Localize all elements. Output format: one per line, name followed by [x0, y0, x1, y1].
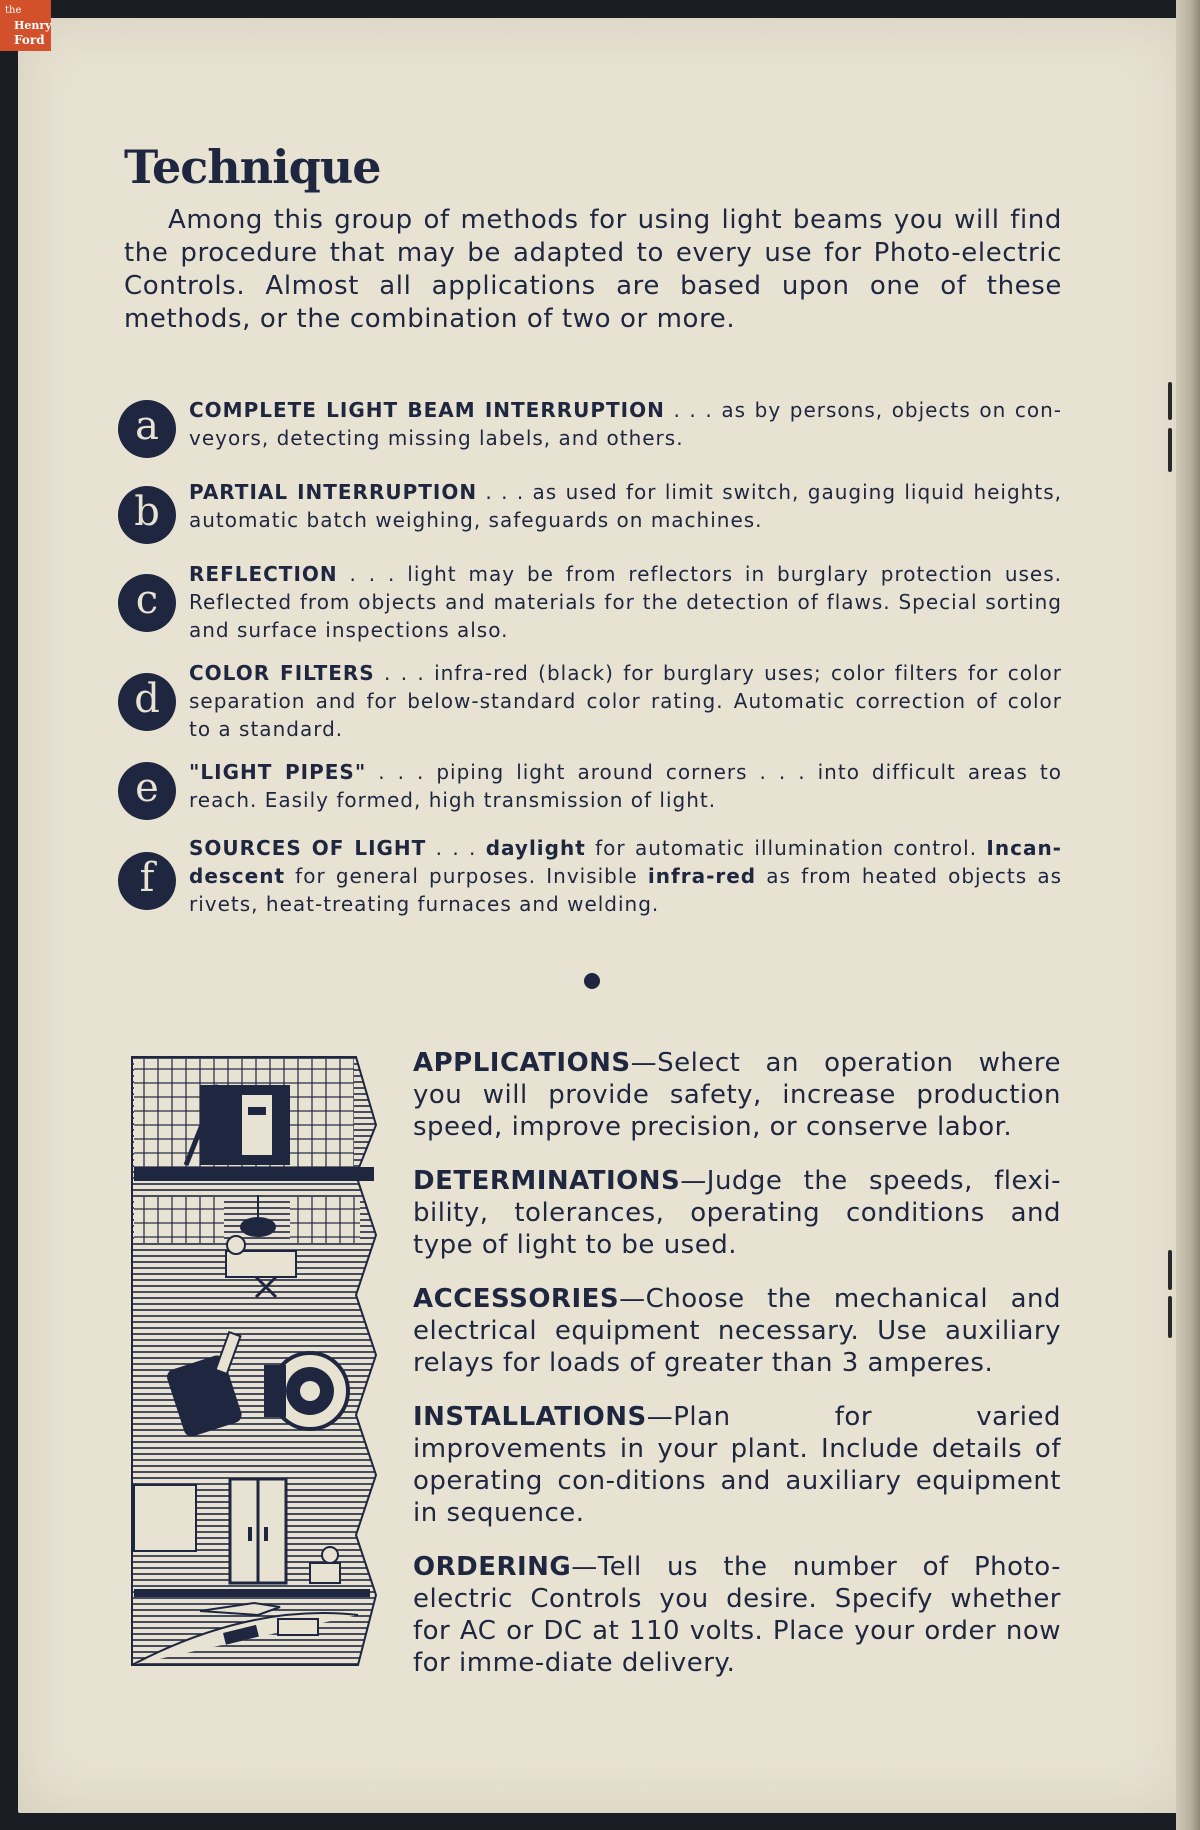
- step-determinations: [413, 1165, 1061, 1261]
- step-ordering: [413, 1551, 1061, 1679]
- method-head-e: "LIGHT PIPES": [189, 760, 367, 784]
- letter-e-badge: e: [118, 762, 176, 820]
- letter-f-badge: f: [118, 852, 176, 910]
- henry-ford-logo[interactable]: [0, 0, 51, 51]
- method-desc-f-2: for automatic illumination control.: [585, 836, 987, 860]
- intro-paragraph: Among this group of methods for using light beams you will find the procedure that may be adapted to every use for Photo-electric Controls. Almost all applications are based upon one of these methods, or the combination of two or more.: [124, 205, 1062, 334]
- logo-henry: Henry: [14, 19, 52, 32]
- binding-mark: [1168, 1250, 1172, 1290]
- method-desc-f-1: . . .: [426, 836, 486, 860]
- step-text-applications: —Select an operation where you will provide safety, increase production speed, improve precision, or conserve labor.: [413, 1048, 1061, 1142]
- step-text-determinations: —Judge the speeds, flexi-bility, tolerances, operating conditions and type of light to be used.: [413, 1166, 1061, 1260]
- method-head-c: REFLECTION: [189, 562, 338, 586]
- method-text-b: [189, 478, 1062, 534]
- method-bold-daylight: daylight: [485, 836, 586, 860]
- method-desc-e: . . . piping light around corners . . . into difficult areas to reach. Easily formed, high transmission of light.: [189, 760, 1062, 812]
- method-desc-d: . . . infra-red (black) for burglary uses; color filters for color separation and for below-standard color rating. Automatic correction of color to a standard.: [189, 661, 1062, 741]
- method-text-a: [189, 396, 1062, 452]
- step-text-installations: —Plan for varied improvements in your plant. Include details of operating con-ditions and auxiliary equipment in sequence.: [413, 1402, 1061, 1528]
- method-head-d: COLOR FILTERS: [189, 661, 375, 685]
- method-bold-incandescent: Incan-descent: [189, 836, 1062, 888]
- step-head-determinations: DETERMINATIONS: [413, 1166, 681, 1196]
- step-head-ordering: ORDERING: [413, 1552, 572, 1582]
- steps-list: [413, 1047, 1061, 1701]
- method-head-a: COMPLETE LIGHT BEAM INTERRUPTION: [189, 398, 665, 422]
- method-head-f: SOURCES OF LIGHT: [189, 836, 427, 860]
- method-text-e: [189, 758, 1062, 814]
- logo-ford: Ford: [14, 33, 45, 47]
- letter-d-badge: d: [118, 673, 176, 731]
- method-text-f: [189, 834, 1062, 918]
- step-head-accessories: ACCESSORIES: [413, 1284, 620, 1314]
- step-text-accessories: —Choose the mechanical and electrical equipment necessary. Use auxiliary relays for loads of greater than 3 amperes.: [413, 1284, 1061, 1378]
- method-text-d: [189, 659, 1062, 743]
- logo-the: the: [5, 5, 22, 16]
- step-head-applications: APPLICATIONS: [413, 1048, 631, 1078]
- letter-b-badge: b: [118, 486, 176, 544]
- method-desc-f-3: for general purposes. Invisible: [285, 864, 648, 888]
- binding-mark: [1168, 1296, 1172, 1338]
- method-bold-infrared: infra-red: [647, 864, 757, 888]
- letter-a-badge: a: [118, 400, 176, 458]
- method-desc-c: . . . light may be from reflectors in burglary protection uses. Reflected from objects and materials for the detection of flaws. Special sorting and surface inspections also.: [189, 562, 1062, 642]
- letter-c-badge: c: [118, 574, 176, 632]
- binding-mark: [1168, 382, 1172, 420]
- method-desc-a: . . . as by persons, objects on con-veyors, detecting missing labels, and others.: [189, 398, 1062, 450]
- step-text-ordering: —Tell us the number of Photo-electric Controls you desire. Specify whether for AC or DC at 110 volts. Place your order now for imme-diate delivery.: [413, 1552, 1061, 1678]
- step-head-installations: INSTALLATIONS: [413, 1402, 647, 1432]
- step-accessories: [413, 1283, 1061, 1379]
- step-installations: [413, 1401, 1061, 1529]
- industrial-scenes-illustration: [130, 1055, 378, 1667]
- binding-mark: [1168, 428, 1172, 472]
- method-desc-f-4: as from heated objects as rivets, heat-treating furnaces and welding.: [189, 864, 1062, 916]
- method-desc-b: . . . as used for limit switch, gauging liquid heights, automatic batch weighing, safeguards on machines.: [189, 480, 1062, 532]
- step-applications: [413, 1047, 1061, 1143]
- section-divider-dot: [584, 973, 600, 989]
- method-head-b: PARTIAL INTERRUPTION: [189, 480, 478, 504]
- page-edge: [1176, 0, 1200, 1830]
- method-text-c: [189, 560, 1062, 644]
- page-title: Technique: [124, 140, 381, 194]
